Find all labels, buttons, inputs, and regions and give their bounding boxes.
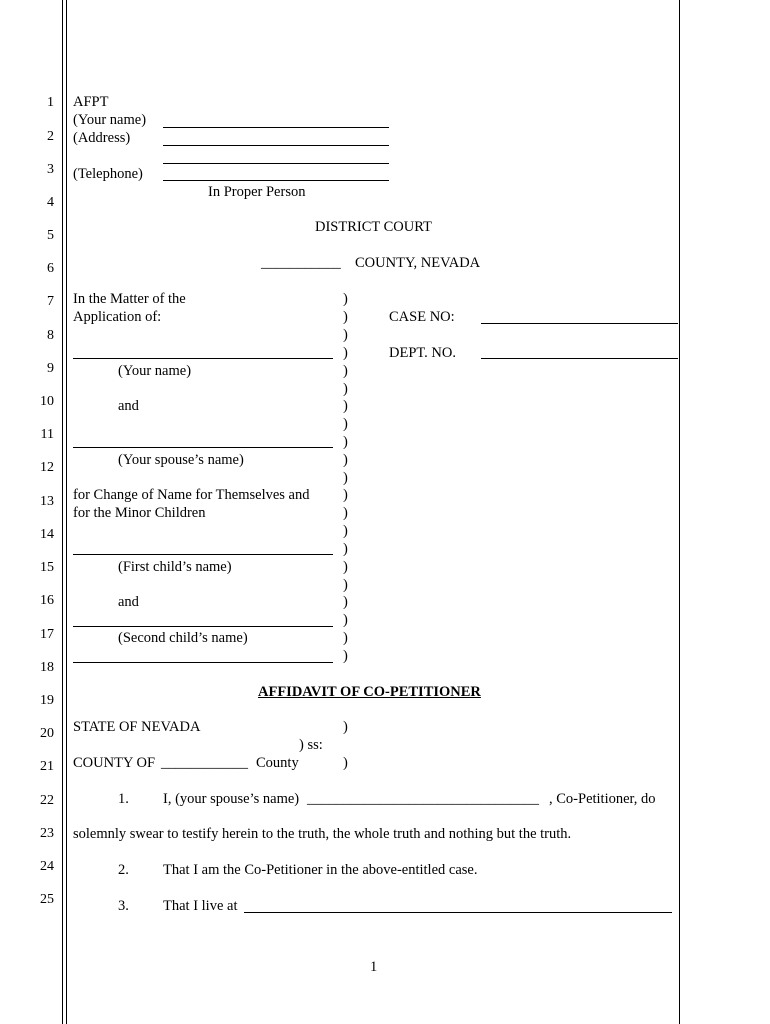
caption-paren: ) <box>343 416 348 432</box>
caption-paren: ) <box>343 541 348 557</box>
in-proper-person-label: In Proper Person <box>208 184 306 200</box>
line-number: 1 <box>47 95 54 110</box>
line-number: 24 <box>40 859 54 874</box>
caption-paren: ) <box>343 487 348 503</box>
line-number: 2 <box>47 129 54 144</box>
county-word: County <box>256 755 299 771</box>
your-name-field[interactable] <box>163 127 389 128</box>
left-margin-rule-inner <box>66 0 67 1024</box>
ss-label: ) ss: <box>299 737 323 753</box>
line-number: 9 <box>47 361 54 376</box>
paragraph-3-number: 3. <box>118 898 129 914</box>
line-number: 13 <box>40 494 54 509</box>
line-number: 25 <box>40 892 54 907</box>
change-name-line-1: for Change of Name for Themselves and <box>73 487 310 503</box>
line-number: 23 <box>40 826 54 841</box>
county-of-label: COUNTY OF <box>73 755 156 771</box>
paragraph-2-number: 2. <box>118 862 129 878</box>
and-label-1: and <box>118 398 139 414</box>
caption-paren: ) <box>343 577 348 593</box>
state-of-nevada-label: STATE OF NEVADA <box>73 719 201 735</box>
paragraph-1-number: 1. <box>118 791 129 807</box>
spouse-name-field[interactable] <box>73 447 333 448</box>
caption-paren: ) <box>343 559 348 575</box>
caption-paren: ) <box>343 594 348 610</box>
caption-paren: ) <box>343 648 348 664</box>
caption-paren: ) <box>343 612 348 628</box>
and-label-2: and <box>118 594 139 610</box>
first-child-field[interactable] <box>73 554 333 555</box>
caption-paren: ) <box>343 630 348 646</box>
page-number: 1 <box>370 959 378 975</box>
right-margin-rule <box>679 0 680 1024</box>
change-name-line-2: for the Minor Children <box>73 505 206 521</box>
case-no-label: CASE NO: <box>389 309 455 325</box>
line-number: 20 <box>40 726 54 741</box>
paragraph-1-text: I, (your spouse’s name) <box>163 791 300 807</box>
line-number: 3 <box>47 162 54 177</box>
caption-paren: ) <box>343 327 348 343</box>
in-matter-line-2: Application of: <box>73 309 162 325</box>
line-number: 7 <box>47 294 54 309</box>
caption-paren: ) <box>343 345 348 361</box>
second-child-field-top[interactable] <box>73 626 333 627</box>
afpt-label: AFPT <box>73 94 109 110</box>
dept-no-label: DEPT. NO. <box>389 345 456 361</box>
line-number: 10 <box>40 394 54 409</box>
caption-paren: ) <box>343 523 348 539</box>
line-number: 21 <box>40 759 54 774</box>
address-label: (Address) <box>73 130 131 146</box>
paragraph-1-end: , Co-Petitioner, do <box>549 791 656 807</box>
line-number: 22 <box>40 793 54 808</box>
second-child-field[interactable] <box>73 662 333 663</box>
line-number: 11 <box>40 427 54 442</box>
dept-no-field[interactable] <box>481 358 678 359</box>
your-name-caption-label: (Your name) <box>118 363 192 379</box>
caption-paren: ) <box>343 309 348 325</box>
line-number: 5 <box>47 228 54 243</box>
paragraph-1-continuation: solemnly swear to testify herein to the truth, the whole truth and nothing but the truth. <box>73 826 572 842</box>
case-no-field[interactable] <box>481 323 678 324</box>
caption-paren: ) <box>343 291 348 307</box>
line-number: 4 <box>47 195 54 210</box>
telephone-label: (Telephone) <box>73 166 143 182</box>
second-child-label: (Second child’s name) <box>118 630 248 646</box>
line-number: 12 <box>40 460 54 475</box>
line-number: 17 <box>40 627 54 642</box>
spouse-name-blank[interactable]: ________________________________ <box>307 791 539 807</box>
line-number: 18 <box>40 660 54 675</box>
county-nevada-heading: COUNTY, NEVADA <box>355 255 481 271</box>
address-blank[interactable] <box>244 912 672 913</box>
paragraph-3-text: That I live at <box>163 898 238 914</box>
line-number: 6 <box>47 261 54 276</box>
caption-paren: ) <box>343 452 348 468</box>
line-number: 15 <box>40 560 54 575</box>
caption-paren: ) <box>343 434 348 450</box>
caption-paren: ) <box>343 363 348 379</box>
line-number: 16 <box>40 593 54 608</box>
line-number: 8 <box>47 328 54 343</box>
your-name-label: (Your name) <box>73 112 147 128</box>
caption-paren: ) <box>343 381 348 397</box>
in-matter-line-1: In the Matter of the <box>73 291 186 307</box>
venue-paren-2: ) <box>343 755 348 771</box>
address-field-line-1[interactable] <box>163 145 389 146</box>
county-of-blank[interactable]: ____________ <box>161 755 248 771</box>
line-number: 19 <box>40 693 54 708</box>
paragraph-2-text: That I am the Co-Petitioner in the above-entitled case. <box>163 862 478 878</box>
first-child-label: (First child’s name) <box>118 559 232 575</box>
spouse-name-label: (Your spouse’s name) <box>118 452 244 468</box>
caption-paren: ) <box>343 505 348 521</box>
affidavit-title: AFFIDAVIT OF CO-PETITIONER <box>258 684 481 700</box>
line-number: 14 <box>40 527 54 542</box>
district-court-heading: DISTRICT COURT <box>315 219 432 235</box>
address-field-line-2[interactable] <box>163 163 389 164</box>
telephone-field[interactable] <box>163 180 389 181</box>
caption-paren: ) <box>343 398 348 414</box>
left-margin-rule-outer <box>62 0 63 1024</box>
county-blank[interactable]: ___________ <box>261 255 341 271</box>
your-name-caption-field[interactable] <box>73 358 333 359</box>
caption-paren: ) <box>343 470 348 486</box>
venue-paren-1: ) <box>343 719 348 735</box>
